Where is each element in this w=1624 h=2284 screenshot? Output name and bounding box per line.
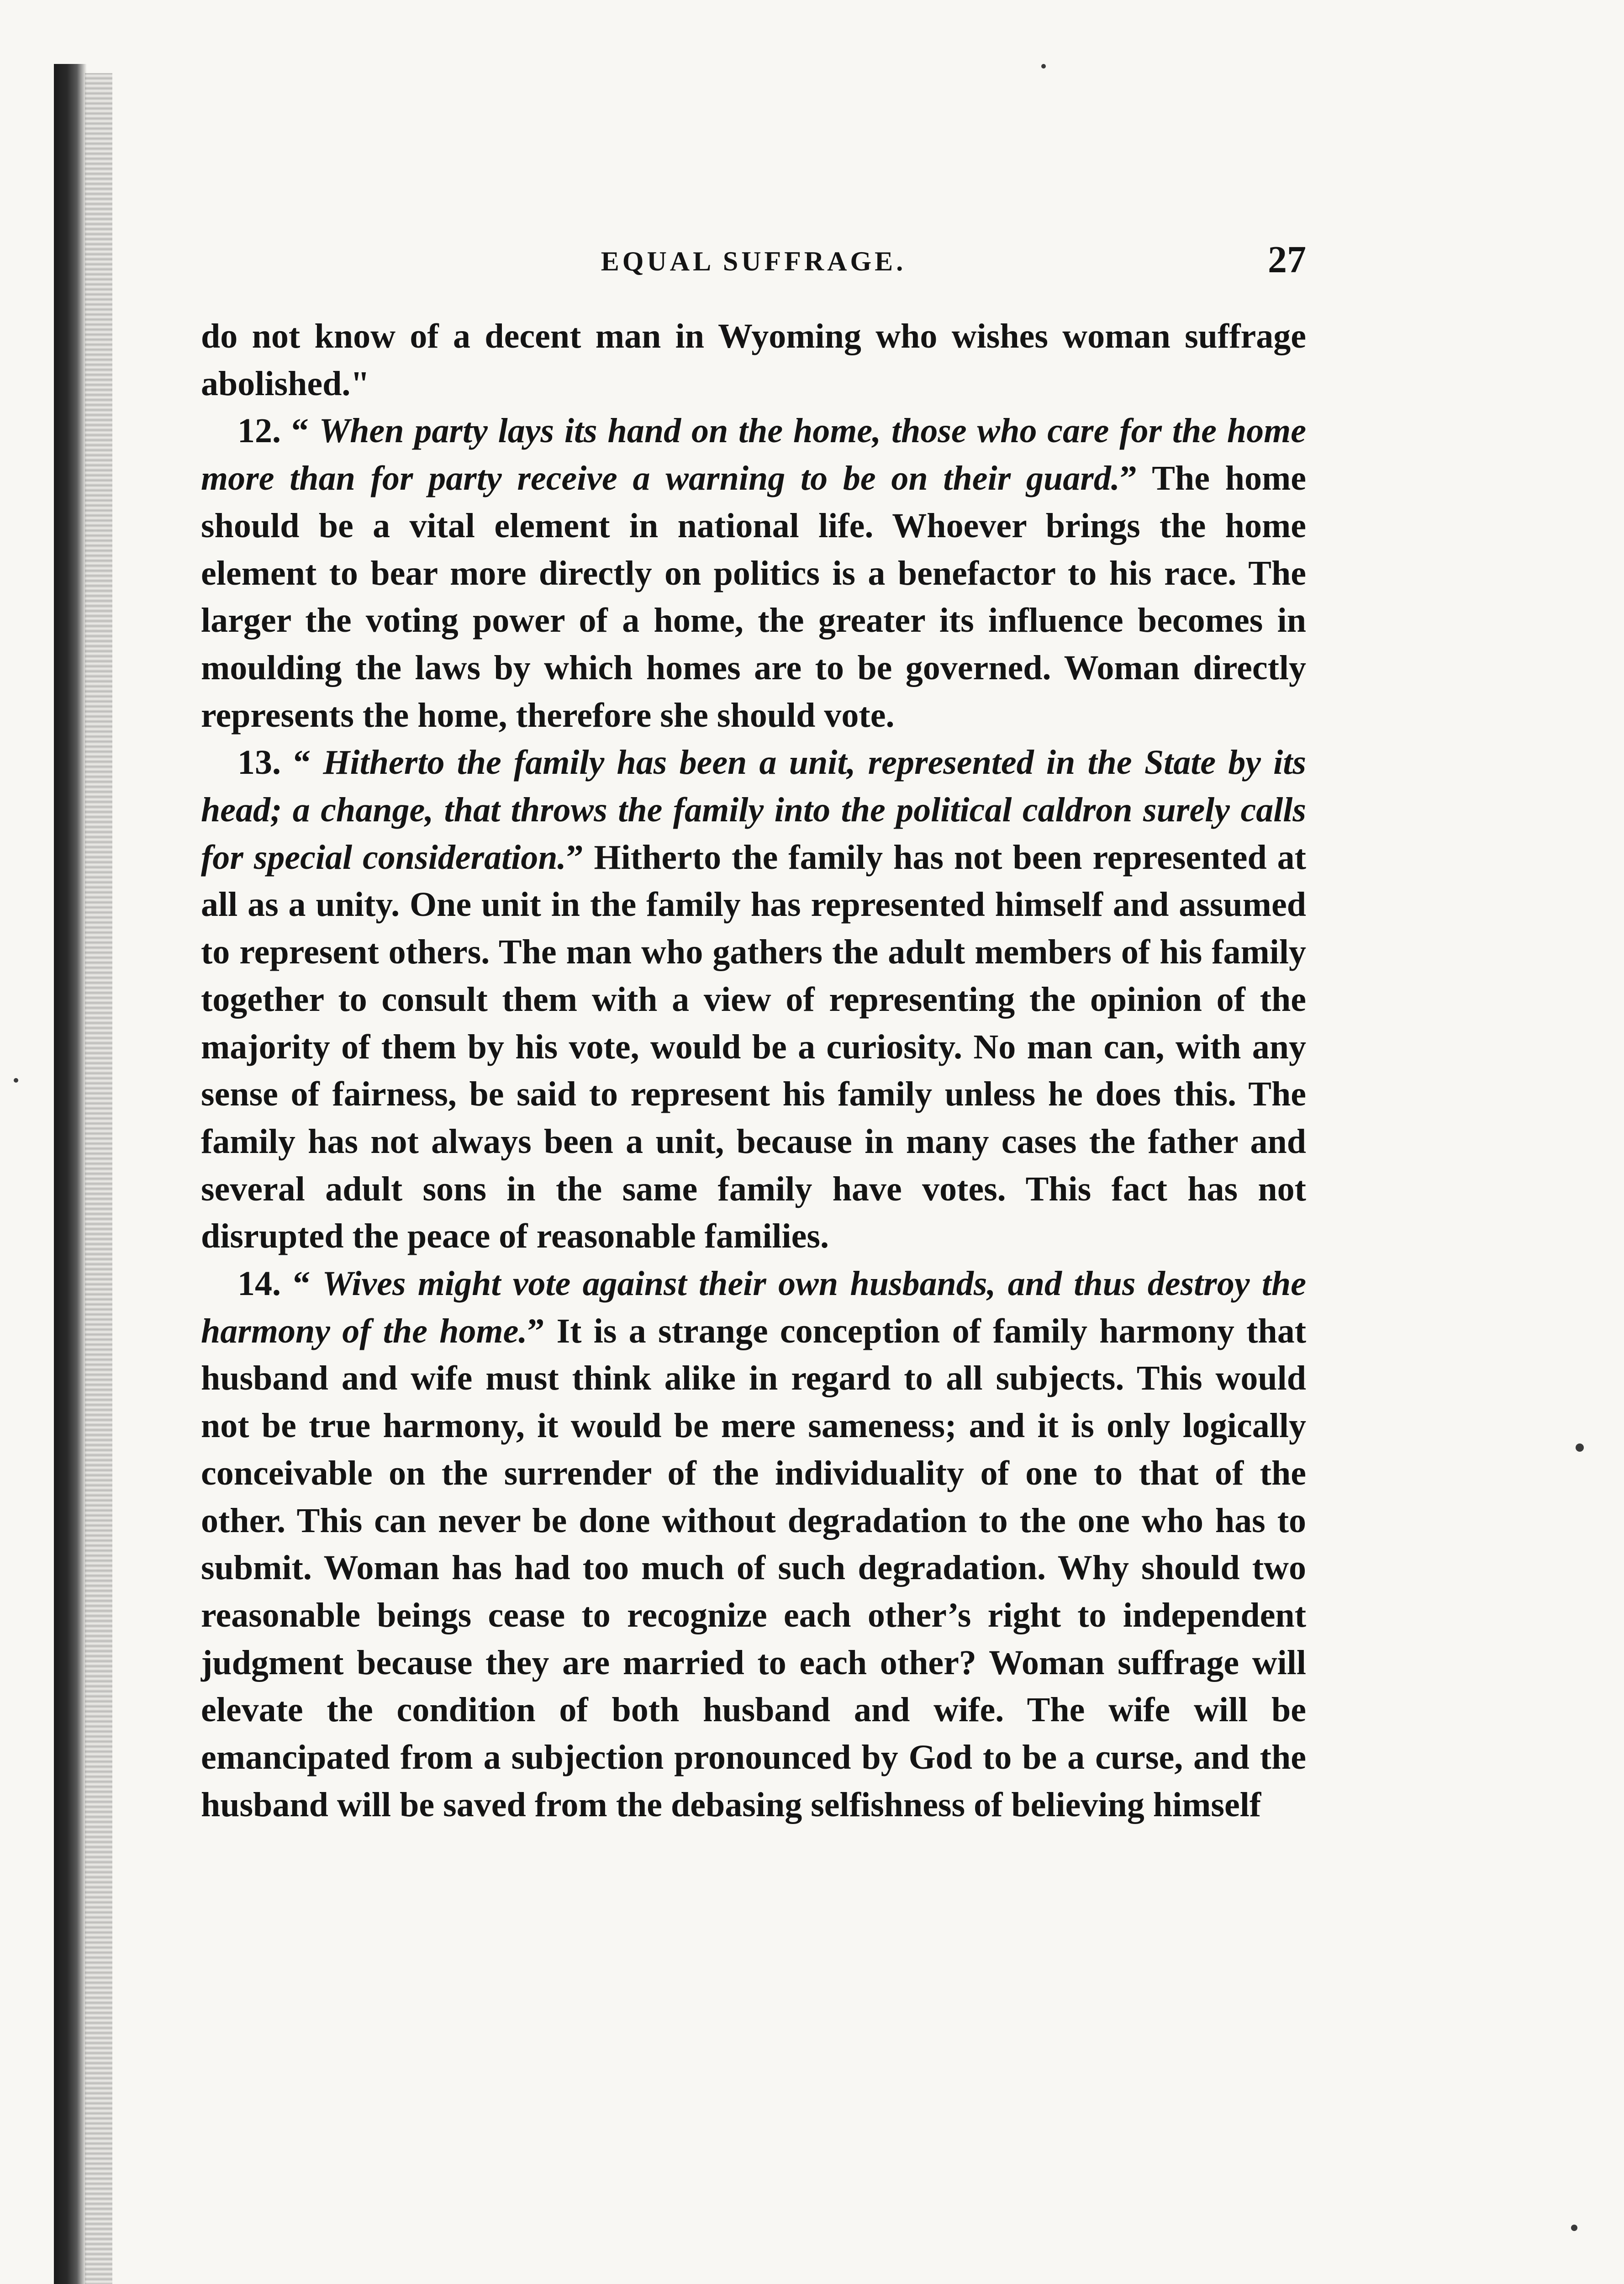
paragraph-number: 12. “ (237, 412, 319, 450)
paragraph-text: ” Hitherto the family has not been represented at all as a unity. One unit in the family has represented himself and assumed to represent others. The man who gathers the adult members of his family together to consult them with a view of representing the opinion of the majority of them by his vote, would be a curiosity. No man can, with any sense of fairness, be said to represent his family unless he does this. The family has not always been a unit, because in many cases the father and several adult sons in the same family have votes. This fact has not disrupted the peace of reasonable families. (201, 838, 1306, 1256)
scan-speck (1571, 2225, 1577, 2231)
paragraph-continuation (201, 313, 1306, 407)
paragraph-13 (201, 739, 1306, 1260)
objection-quote: When party lays its hand on the home, those who care for the home more than for party receive a warning to be on their guard. (201, 412, 1306, 498)
scan-speck (1041, 64, 1046, 69)
paragraph-number: 14. “ (237, 1264, 322, 1303)
body-text (201, 313, 1306, 1829)
paragraph-text: ” The home should be a vital element in national life. Whoever brings the home element to bear more directly on politics is a benefactor to his race. The larger the voting power of a home, the greater its influence becomes in moulding the laws by which homes are to be governed. Woman directly represents the home, therefore she should vote. (201, 459, 1306, 735)
binding-edge (54, 64, 87, 2284)
scan-speck (1576, 1443, 1584, 1452)
page-number: 27 (1268, 238, 1306, 281)
running-head: EQUAL SUFFRAGE. (601, 246, 907, 276)
paragraph-12 (201, 407, 1306, 739)
paragraph-text: ” It is a strange conception of family harmony that husband and wife must think alike in regard to all subjects. This would not be true harmony, it would be mere sameness; and it is only logically conceivable on the surrender of the individuality of one to that of the other. This can never be done without degradation to the one who has to submit. Woman has had too much of such degradation. Why should two reasonable beings cease to recognize each other’s right to independent judgment because they are married to each other? Woman suffrage will elevate the condition of both husband and wife. The wife will be emancipated from a subjection pronounced by God to be a curse, and the husband will be saved from the debasing selfishness of believing himself (201, 1311, 1307, 1824)
objection-quote: Hitherto the family has been a unit, represented in the State by its head; a change, that throws the family into the political caldron surely calls for special consideration. (201, 743, 1306, 877)
paragraph-14 (201, 1260, 1306, 1829)
paragraph-number: 13. “ (237, 743, 323, 782)
scan-speck (14, 1078, 18, 1083)
page-header (201, 238, 1306, 288)
objection-quote: Wives might vote against their own husbands, and thus destroy the harmony of the home. (201, 1264, 1306, 1350)
binding-shadow (85, 73, 112, 2284)
paragraph-text: do not know of a decent man in Wyoming who wishes woman suffrage abolished." (201, 317, 1306, 403)
